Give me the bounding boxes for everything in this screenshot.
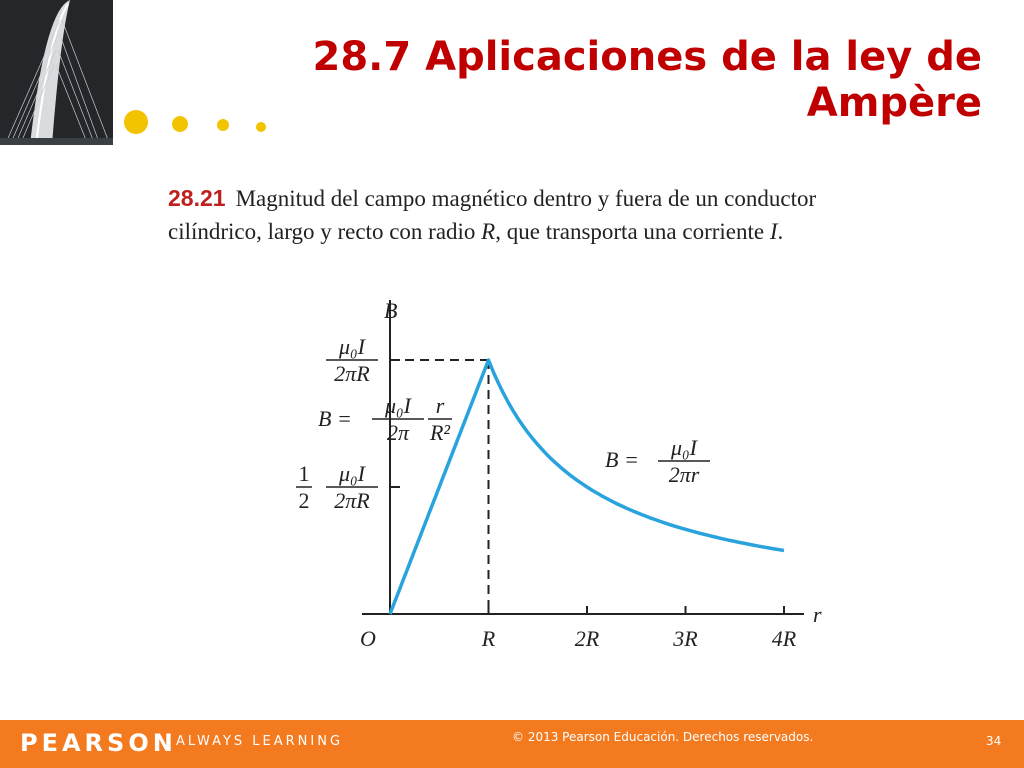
page-number: 34 bbox=[986, 734, 1002, 748]
y-tick-label-max-numerator: μ₀I bbox=[338, 334, 366, 359]
slide-title-line1: 28.7 Aplicaciones de la ley de bbox=[312, 34, 982, 80]
caption-current-symbol: I bbox=[769, 219, 778, 244]
footer-tagline: ALWAYS LEARNING bbox=[176, 734, 344, 749]
x-tick-label-4: 4R bbox=[771, 626, 797, 651]
y-tick-label-half-numerator: μ₀I bbox=[338, 461, 366, 486]
slide-title-line2: Ampère bbox=[806, 80, 982, 126]
y-tick-half-prefix-den: 2 bbox=[298, 488, 310, 513]
caption-text-end: . bbox=[777, 219, 784, 244]
pearson-logo: PEARSON bbox=[20, 729, 177, 757]
caption-text-1: Magnitud del campo magnético dentro y fuera de un conductor cilíndrico, largo y recto con radio bbox=[168, 186, 817, 244]
caption-radius-symbol: R bbox=[481, 219, 496, 244]
caption-text-2: , que transporta una corriente bbox=[495, 219, 770, 244]
footer-bar bbox=[0, 720, 1024, 768]
annotation-outside-frac-numerator: μ₀I bbox=[670, 435, 698, 460]
annotation-outside-frac-denominator: 2πr bbox=[668, 462, 700, 487]
x-tick-label-2: 2R bbox=[574, 626, 600, 651]
x-tick-label-3: 3R bbox=[673, 626, 698, 651]
figure-number: 28.21 bbox=[168, 185, 226, 211]
y-tick-half-prefix-num: 1 bbox=[298, 461, 310, 486]
y-axis-label: B bbox=[384, 298, 398, 323]
annotation-inside-label: B = bbox=[318, 406, 352, 431]
field-curve bbox=[390, 360, 784, 614]
annotation-outside-label: B = bbox=[605, 447, 639, 472]
x-tick-label-0: O bbox=[360, 626, 376, 651]
y-tick-label-half-denominator: 2πR bbox=[334, 488, 370, 513]
annotation-inside-frac1-denominator: 2π bbox=[386, 420, 410, 445]
x-axis-label: r bbox=[813, 602, 822, 627]
annotation-inside-R2: R² bbox=[429, 420, 451, 445]
x-tick-label-1: R bbox=[481, 626, 496, 651]
y-tick-label-max-denominator: 2πR bbox=[334, 361, 370, 386]
annotation-inside-r: r bbox=[435, 393, 445, 418]
footer-copyright: © 2013 Pearson Educación. Derechos reservados. bbox=[512, 730, 814, 744]
annotation-inside-frac1-numerator: μ₀I bbox=[384, 393, 412, 418]
